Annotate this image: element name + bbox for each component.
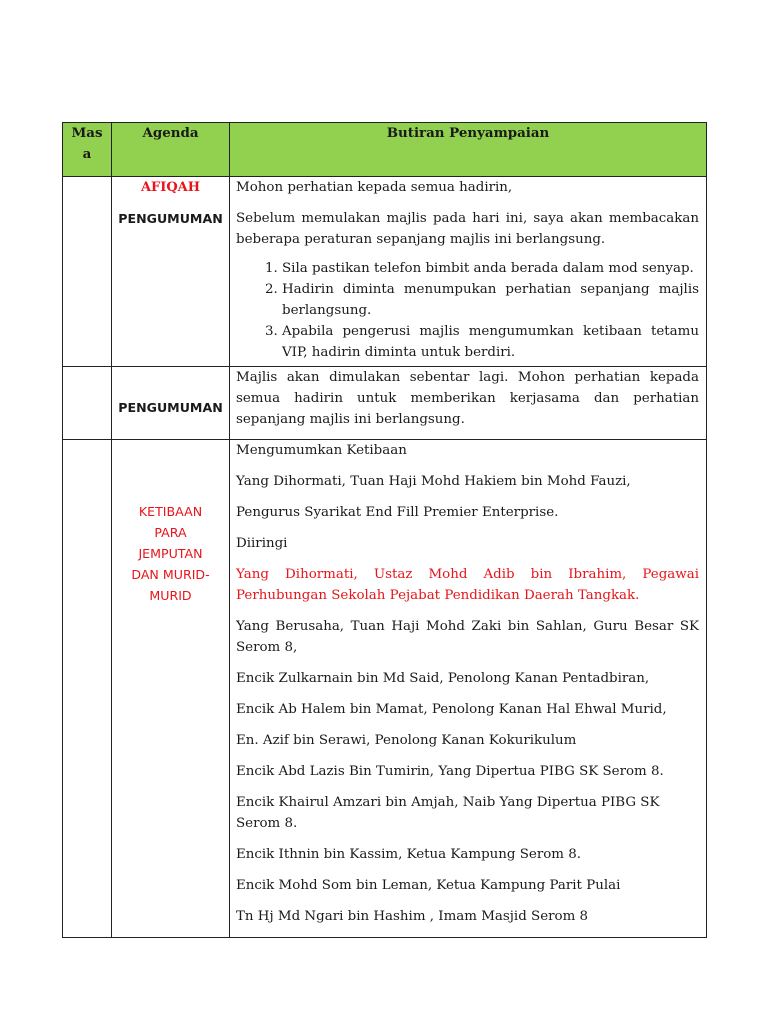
accompany-line: Diiringi xyxy=(236,536,288,551)
guest-line: Encik Khairul Amzari bin Amjah, Naib Yang Dipertua PIBG SK Serom 8. xyxy=(236,795,660,831)
agenda-label xyxy=(112,501,229,606)
guest-line: Encik Mohd Som bin Leman, Ketua Kampung Parit Pulai xyxy=(236,878,621,893)
agenda-label: PENGUMUMAN xyxy=(118,400,223,415)
header-agenda: Agenda xyxy=(112,123,230,177)
agenda-table xyxy=(62,122,707,938)
agenda-line: PARA xyxy=(154,525,187,540)
paragraph-text: Majlis akan dimulakan sebentar lagi. Mohon perhatian kepada semua hadirin untuk memberikan kerjasama dan perhatian sepanjang majlis ini berlangsung. xyxy=(236,370,699,427)
agenda-cell xyxy=(112,367,230,440)
table-row xyxy=(63,367,707,440)
guest-line: Tn Hj Md Ngari bin Hashim , Imam Masjid Serom 8 xyxy=(236,909,589,924)
agenda-top-label: AFIQAH xyxy=(140,180,201,195)
rules-list xyxy=(236,258,699,363)
list-item: 1. Sila pastikan telefon bimbit anda berada dalam mod senyap. xyxy=(282,258,699,279)
guest-line: Encik Abd Lazis Bin Tumirin, Yang Dipertua PIBG SK Serom 8. xyxy=(236,764,664,779)
list-item: 3. Apabila pengerusi majlis mengumumkan ketibaan tetamu VIP, hadirin diminta untuk berdiri. xyxy=(282,321,699,363)
agenda-line: MURID xyxy=(149,588,192,603)
agenda-line: JEMPUTAN xyxy=(138,546,203,561)
guest-line: Encik Zulkarnain bin Md Said, Penolong Kanan Pentadbiran, xyxy=(236,671,650,686)
agenda-cell xyxy=(112,177,230,367)
guest-line: En. Azif bin Serawi, Penolong Kanan Kokurikulum xyxy=(236,733,577,748)
agenda-line: DAN MURID- xyxy=(131,567,210,582)
guest-line: Yang Berusaha, Tuan Haji Mohd Zaki bin Sahlan, Guru Besar SK Serom 8, xyxy=(236,619,699,655)
masa-cell xyxy=(63,177,112,367)
list-item: 2. Hadirin diminta menumpukan perhatian sepanjang majlis berlangsung. xyxy=(282,279,699,321)
table-row xyxy=(63,440,707,938)
header-butiran: Butiran Penyampaian xyxy=(230,123,707,177)
butiran-cell xyxy=(230,177,707,367)
agenda-cell xyxy=(112,440,230,938)
agenda-label: PENGUMUMAN xyxy=(118,211,223,226)
masa-cell xyxy=(63,367,112,440)
agenda-line: KETIBAAN xyxy=(138,504,203,519)
paragraph-text: Sebelum memulakan majlis pada hari ini, saya akan membacakan beberapa peraturan sepanjang majlis ini berlangsung. xyxy=(236,211,699,247)
guest-line-highlight: Yang Dihormati, Ustaz Mohd Adib bin Ibrahim, Pegawai Perhubungan Sekolah Pejabat Pendidikan Daerah Tangkak. xyxy=(236,567,699,603)
intro-text: Mohon perhatian kepada semua hadirin, xyxy=(236,180,513,195)
table-row xyxy=(63,177,707,367)
guest-line: Pengurus Syarikat End Fill Premier Enterprise. xyxy=(236,505,559,520)
masa-cell xyxy=(63,440,112,938)
guest-line: Encik Ithnin bin Kassim, Ketua Kampung Serom 8. xyxy=(236,847,582,862)
butiran-cell xyxy=(230,367,707,440)
guest-line: Yang Dihormati, Tuan Haji Mohd Hakiem bin Mohd Fauzi, xyxy=(236,474,631,489)
announce-line: Mengumumkan Ketibaan xyxy=(236,443,407,458)
guest-line: Encik Ab Halem bin Mamat, Penolong Kanan Hal Ehwal Murid, xyxy=(236,702,667,717)
header-masa: Mas a xyxy=(63,123,112,177)
header-row xyxy=(63,123,707,177)
butiran-cell xyxy=(230,440,707,938)
